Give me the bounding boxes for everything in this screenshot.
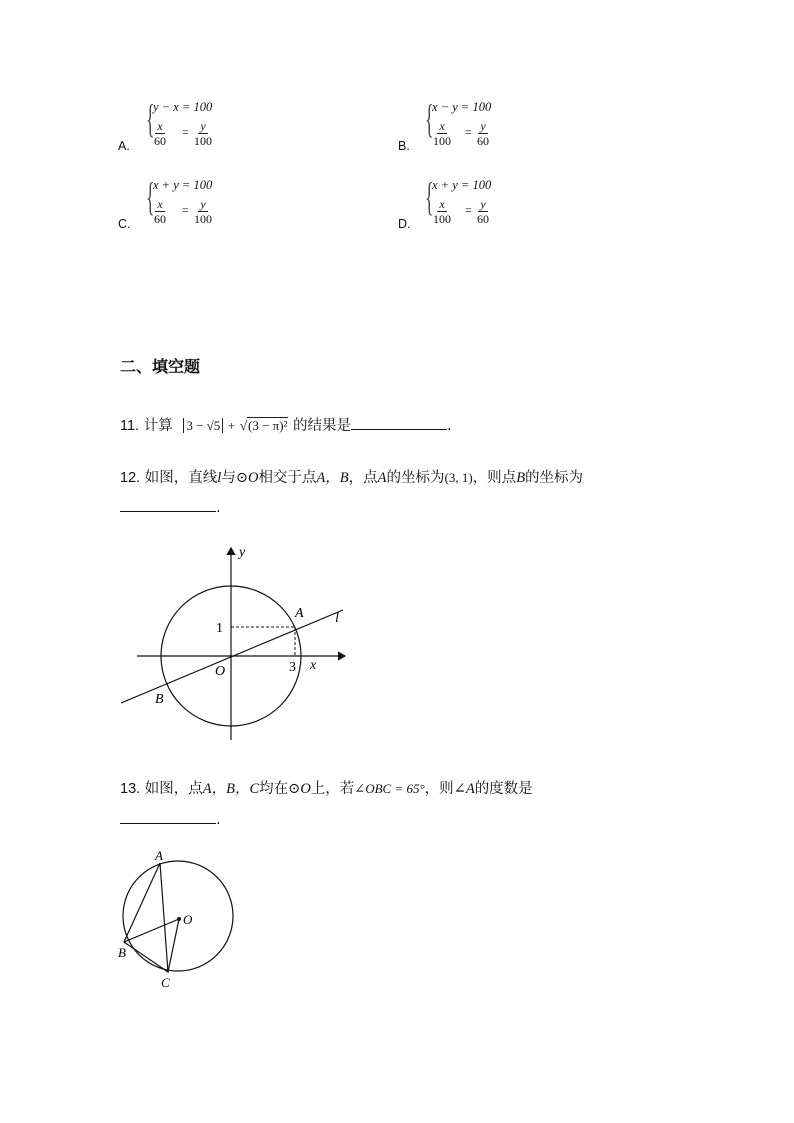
period: .: [216, 500, 221, 516]
points-label: A，B，C: [202, 781, 260, 797]
section-title: 二、填空题: [120, 357, 201, 376]
angle-expression: ∠OBC = 65°: [354, 781, 425, 796]
equals-sign: =: [182, 203, 189, 217]
plus-sign: +: [227, 418, 236, 433]
question-text: 上，若: [310, 781, 355, 797]
point-label: C: [161, 975, 170, 990]
circle-label: ⊙O: [288, 781, 311, 797]
brace-icon: {: [425, 174, 434, 219]
coordinate: (3, 1): [444, 470, 473, 485]
option-letter: C.: [118, 217, 131, 231]
question-text: 相交于点: [258, 470, 317, 486]
sqrt-expression: (3 − π)²: [247, 418, 288, 433]
option-letter: D.: [398, 217, 411, 231]
question-11: [120, 414, 452, 435]
fraction-right: $\frac{y}{60}$: [477, 119, 489, 148]
equation-first: y − x = 100: [153, 100, 213, 114]
question-number: 13.: [120, 781, 141, 797]
point-label: B: [516, 470, 526, 486]
question-text: 均在: [259, 781, 289, 797]
question-text: ，则点: [472, 470, 517, 486]
question-text: 的度数是: [474, 781, 533, 797]
axis-label: x: [310, 658, 317, 673]
sqrt-icon: √: [239, 418, 247, 433]
question-text: 如图，直线: [144, 470, 218, 486]
angle-expression: ∠A: [453, 781, 475, 797]
equation-first: x + y = 100: [153, 178, 213, 192]
equation-first: x + y = 100: [432, 178, 492, 192]
circle-o: [123, 861, 233, 971]
question-12: [120, 466, 583, 487]
brace-icon: {: [425, 96, 434, 141]
axis-label: y: [239, 545, 246, 560]
tick-label: 3: [289, 660, 296, 675]
answer-blank[interactable]: [120, 823, 216, 824]
fraction-right: $\frac{y}{100}$: [194, 119, 212, 148]
equals-sign: =: [465, 125, 472, 139]
points-label: A，B: [316, 470, 349, 486]
figure-inscribed-triangle: [112, 846, 242, 991]
circle-label: ⊙O: [235, 470, 259, 486]
question-text: ，则: [424, 781, 454, 797]
point-label: B: [118, 945, 126, 960]
line-label: l: [217, 470, 222, 486]
point-label: A: [377, 470, 387, 486]
question-number: 11.: [120, 418, 140, 434]
point-label: O: [183, 912, 193, 927]
segment-oc: [168, 919, 179, 972]
question-13-answer-line: [120, 812, 221, 828]
equals-sign: =: [465, 203, 472, 217]
fraction-left: $\frac{x}{60}$: [154, 119, 166, 148]
fraction-left: $\frac{x}{60}$: [154, 197, 166, 226]
fraction-left: $\frac{x}{100}$: [433, 119, 451, 148]
question-12-answer-line: [120, 500, 221, 516]
question-text: 的坐标为: [525, 470, 584, 486]
tick-label: 1: [216, 621, 223, 636]
question-text: 与: [221, 470, 236, 486]
option-letter: B.: [398, 139, 410, 153]
fraction-right: $\frac{y}{60}$: [477, 197, 489, 226]
line-label: l: [335, 611, 339, 626]
answer-blank[interactable]: [120, 511, 216, 512]
question-text: ，点: [348, 470, 378, 486]
equation-first: x − y = 100: [432, 100, 492, 114]
period: .: [447, 418, 452, 434]
triangle-abc: [124, 863, 168, 972]
point-label: A: [295, 606, 304, 621]
point-label: A: [155, 848, 163, 863]
period: .: [216, 812, 221, 828]
origin-label: O: [215, 664, 226, 679]
fraction-left: $\frac{x}{100}$: [433, 197, 451, 226]
question-text: 计算: [143, 418, 173, 434]
brace-icon: {: [146, 96, 155, 141]
absolute-value-expression: 3 − √5: [183, 418, 223, 433]
option-letter: A.: [118, 139, 130, 153]
fraction-right: $\frac{y}{100}$: [194, 197, 212, 226]
point-label: B: [155, 692, 164, 707]
question-text: 的结果是: [293, 418, 352, 434]
question-text: 如图，点: [144, 781, 203, 797]
equals-sign: =: [182, 125, 189, 139]
center-point: [177, 917, 181, 921]
question-13: [120, 777, 533, 798]
answer-blank[interactable]: [351, 429, 447, 430]
brace-icon: {: [146, 174, 155, 219]
question-number: 12.: [120, 470, 141, 486]
figure-circle-line: [115, 540, 365, 750]
question-text: 的坐标为: [386, 470, 445, 486]
